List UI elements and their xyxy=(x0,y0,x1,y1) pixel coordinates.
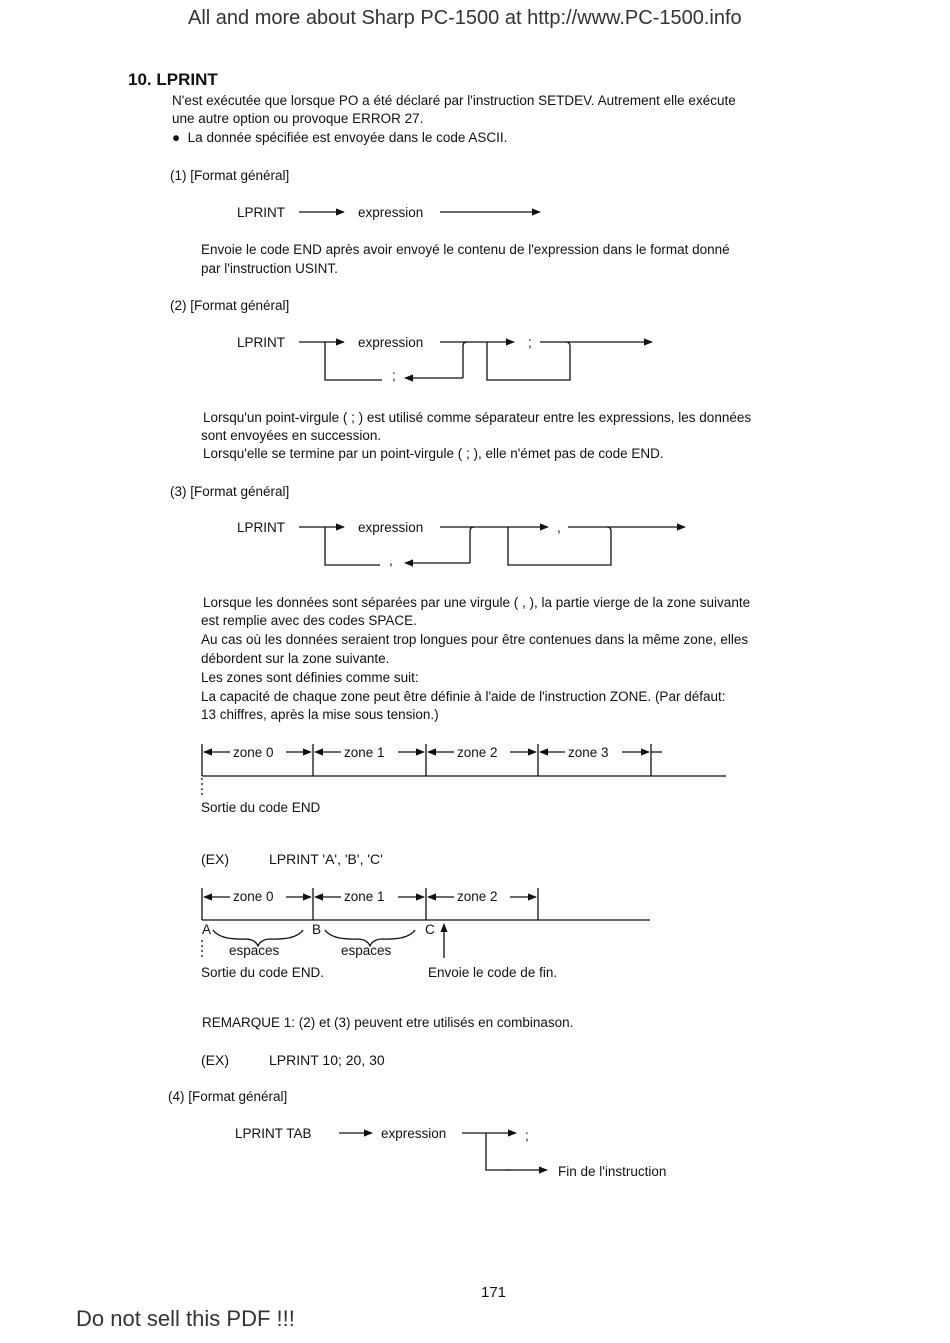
intro-line-1: N'est exécutée que lorsque PO a été déclaré par l'instruction SETDEV. Autrement elle exécute xyxy=(172,93,736,108)
remark-ex-label: (EX) xyxy=(201,1052,229,1068)
format3-desc-5: Les zones sont définies comme suit: xyxy=(201,670,419,685)
format3-sep: , xyxy=(557,520,561,535)
format4-diagram xyxy=(339,1133,547,1170)
ex-letter-b: B xyxy=(312,922,322,937)
format2-heading: (2) [Format général] xyxy=(170,298,290,313)
bullet-icon: ● xyxy=(172,130,181,145)
format4-expression: expression xyxy=(381,1126,447,1141)
format3-desc-2: est remplie avec des codes SPACE. xyxy=(201,613,417,628)
zone-label-1: zone 1 xyxy=(344,745,385,760)
format2-desc-2: sont envoyées en succession. xyxy=(201,428,382,443)
ex-caption-right: Envoie le code de fin. xyxy=(428,965,558,980)
ex-zone-label-2: zone 2 xyxy=(457,889,498,904)
format3-desc-6: La capacité de chaque zone peut être définie à l'aide de l'instruction ZONE. (Par défaut: xyxy=(201,689,726,704)
format2-lprint: LPRINT xyxy=(237,335,286,350)
zones-diagram xyxy=(202,744,726,796)
zone-label-3: zone 3 xyxy=(568,745,609,760)
format4-heading: (4) [Format général] xyxy=(168,1089,288,1104)
format3-back: , xyxy=(389,553,393,568)
format2-desc-1: Lorsqu'un point-virgule ( ; ) est utilisé comme séparateur entre les expressions, les données xyxy=(203,410,752,425)
ex-spaces-2: espaces xyxy=(341,943,392,958)
format3-heading: (3) [Format général] xyxy=(170,484,290,499)
example-label: (EX) xyxy=(201,851,229,867)
example-zones-diagram xyxy=(202,888,650,958)
format3-lprint: LPRINT xyxy=(237,520,286,535)
ex-zone-label-1: zone 1 xyxy=(344,889,385,904)
ex-spaces-1: espaces xyxy=(229,943,280,958)
format3-desc-4: débordent sur la zone suivante. xyxy=(201,651,390,666)
zones-caption: Sortie du code END xyxy=(201,800,321,815)
page-number: 171 xyxy=(481,1284,507,1301)
format1-heading: (1) [Format général] xyxy=(170,168,290,183)
site-header: All and more about Sharp PC-1500 at http://www.PC-1500.info xyxy=(188,7,742,29)
format2-sep: ; xyxy=(528,335,532,350)
section-title: 10. LPRINT xyxy=(128,70,218,89)
footer-notice: Do not sell this PDF !!! xyxy=(76,1306,295,1331)
format2-loop xyxy=(299,342,652,380)
ex-letter-c: C xyxy=(425,922,435,937)
format2-back: ; xyxy=(392,368,396,383)
format4-sep: ; xyxy=(525,1128,529,1143)
format4-lprint: LPRINT TAB xyxy=(235,1126,312,1141)
format3-loop xyxy=(299,527,685,565)
zone-label-0: zone 0 xyxy=(233,745,274,760)
format3-desc-3: Au cas où les données seraient trop longues pour être contenues dans la même zone, elles xyxy=(201,632,749,647)
format4-end: Fin de l'instruction xyxy=(558,1164,667,1179)
format3-expression: expression xyxy=(358,520,424,535)
format3-desc-1: Lorsque les données sont séparées par une virgule ( , ), la partie vierge de la zone suivante xyxy=(203,595,751,610)
intro-line-2: une autre option ou provoque ERROR 27. xyxy=(172,111,424,126)
format2-desc-3: Lorsqu'elle se termine par un point-virgule ( ; ), elle n'émet pas de code END. xyxy=(203,446,664,461)
format3-desc-7: 13 chiffres, après la mise sous tension.) xyxy=(201,707,439,722)
format1-desc-2: par l'instruction USINT. xyxy=(201,261,338,276)
ex-caption-left: Sortie du code END. xyxy=(201,965,325,980)
zone-label-2: zone 2 xyxy=(457,745,498,760)
bullet-text: La donnée spécifiée est envoyée dans le code ASCII. xyxy=(187,130,508,145)
format1-desc-1: Envoie le code END après avoir envoyé le contenu de l'expression dans le format donné xyxy=(201,242,730,257)
format1-expression: expression xyxy=(358,205,424,220)
remark-text: REMARQUE 1: (2) et (3) peuvent etre utilisés en combinason. xyxy=(202,1015,574,1030)
format1-lprint: LPRINT xyxy=(237,205,286,220)
ex-zone-label-0: zone 0 xyxy=(233,889,274,904)
example-code: LPRINT 'A', 'B', 'C' xyxy=(269,851,383,867)
ex-letter-a: A xyxy=(202,922,212,937)
remark-ex-code: LPRINT 10; 20, 30 xyxy=(269,1052,385,1068)
format2-expression: expression xyxy=(358,335,424,350)
